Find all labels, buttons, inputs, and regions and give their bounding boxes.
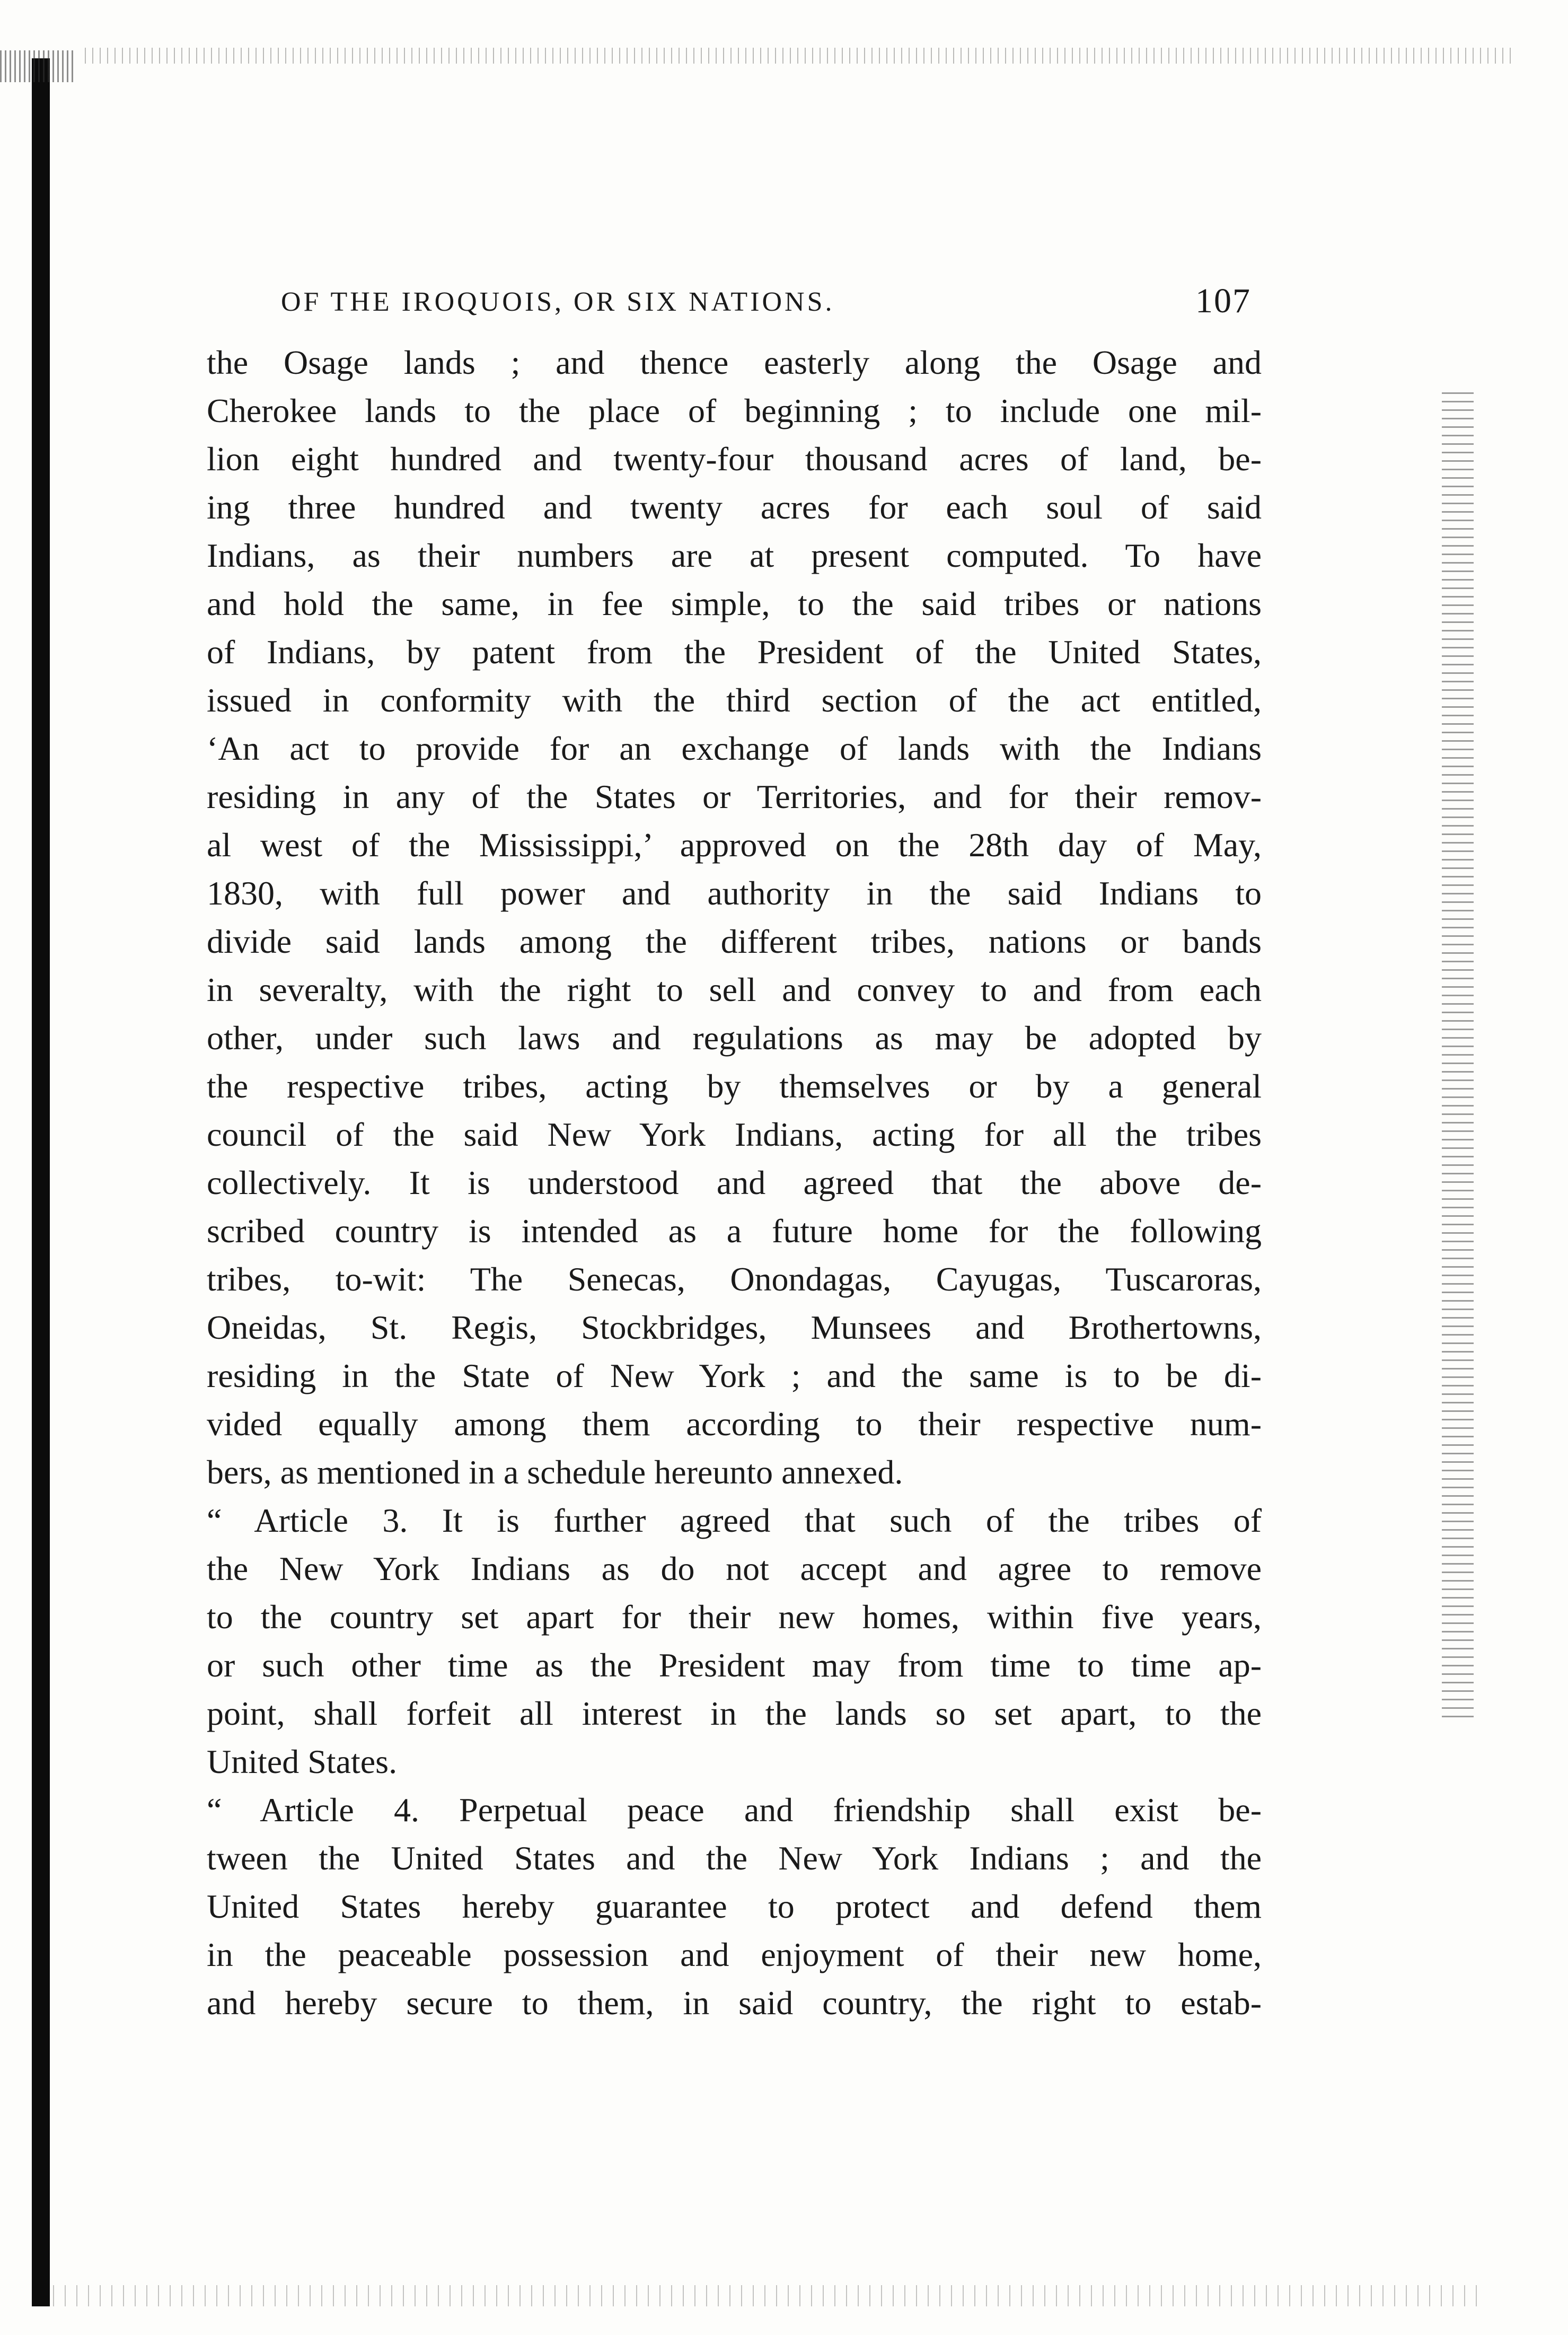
text-line: al west of the Mississippi,’ approved on the 28th day of May, bbox=[207, 826, 1262, 864]
running-head: OF THE IROQUOIS, OR SIX NATIONS. bbox=[281, 287, 835, 317]
text-line: scribed country is intended as a future home for the following bbox=[207, 1212, 1262, 1250]
text-line: to the country set apart for their new homes, within five years, bbox=[207, 1598, 1262, 1636]
scan-noise-top-left bbox=[0, 50, 74, 82]
text-line: residing in any of the States or Territories, and for their remov- bbox=[207, 778, 1262, 815]
scan-noise-bottom bbox=[53, 2285, 1484, 2306]
page-header bbox=[281, 276, 1251, 334]
text-line: bers, as mentioned in a schedule hereunto annexed. bbox=[207, 1453, 903, 1491]
text-line: United States. bbox=[207, 1743, 398, 1780]
text-line: ‘An act to provide for an exchange of lands with the Indians bbox=[207, 730, 1262, 767]
text-line: in the peaceable possession and enjoyment of their new home, bbox=[207, 1936, 1262, 1973]
text-line: the respective tribes, acting by themselves or by a general bbox=[207, 1067, 1262, 1105]
text-line: United States hereby guarantee to protect and defend them bbox=[207, 1888, 1262, 1925]
text-line: tribes, to-wit: The Senecas, Onondagas, Cayugas, Tuscaroras, bbox=[207, 1260, 1262, 1298]
text-line: the New York Indians as do not accept and agree to remove bbox=[207, 1550, 1262, 1587]
text-line: 1830, with full power and authority in the said Indians to bbox=[207, 874, 1262, 912]
text-line: vided equally among them according to their respective num- bbox=[207, 1405, 1262, 1443]
text-line: ing three hundred and twenty acres for each soul of said bbox=[207, 488, 1262, 526]
text-line: and hereby secure to them, in said country, the right to estab- bbox=[207, 1984, 1262, 2022]
text-line: Indians, as their numbers are at present computed. To have bbox=[207, 537, 1262, 574]
text-line: collectively. It is understood and agreed that the above de- bbox=[207, 1164, 1262, 1201]
text-line: council of the said New York Indians, acting for all the tribes bbox=[207, 1116, 1262, 1153]
text-line: the Osage lands ; and thence easterly along the Osage and bbox=[207, 344, 1262, 381]
text-line: Cherokee lands to the place of beginning ; to include one mil- bbox=[207, 392, 1262, 429]
text-line: divide said lands among the different tribes, nations or bands bbox=[207, 923, 1262, 960]
text-line: point, shall forfeit all interest in the lands so set apart, to the bbox=[207, 1695, 1262, 1732]
text-line: in severalty, with the right to sell and convey to and from each bbox=[207, 971, 1262, 1008]
text-line: Oneidas, St. Regis, Stockbridges, Munsees and Brothertowns, bbox=[207, 1309, 1262, 1346]
text-line: other, under such laws and regulations as may be adopted by bbox=[207, 1019, 1262, 1057]
text-line: or such other time as the President may from time to time ap- bbox=[207, 1646, 1262, 1684]
text-line: residing in the State of New York ; and the same is to be di- bbox=[207, 1357, 1262, 1394]
text-line: of Indians, by patent from the President of the United States, bbox=[207, 633, 1262, 671]
scan-noise-right bbox=[1442, 392, 1474, 1718]
text-line: and hold the same, in fee simple, to the said tribes or nations bbox=[207, 585, 1262, 622]
text-line: “ Article 4. Perpetual peace and friendship shall exist be- bbox=[207, 1791, 1262, 1829]
text-line: issued in conformity with the third section of the act entitled, bbox=[207, 681, 1262, 719]
text-line: lion eight hundred and twenty-four thousand acres of land, be- bbox=[207, 440, 1262, 478]
body-text bbox=[207, 338, 1262, 2027]
scan-noise-top bbox=[85, 48, 1516, 64]
text-line: “ Article 3. It is further agreed that such of the tribes of bbox=[207, 1502, 1262, 1539]
page-number: 107 bbox=[1195, 282, 1251, 320]
text-line: tween the United States and the New York Indians ; and the bbox=[207, 1839, 1262, 1877]
binding-edge bbox=[32, 58, 50, 2306]
